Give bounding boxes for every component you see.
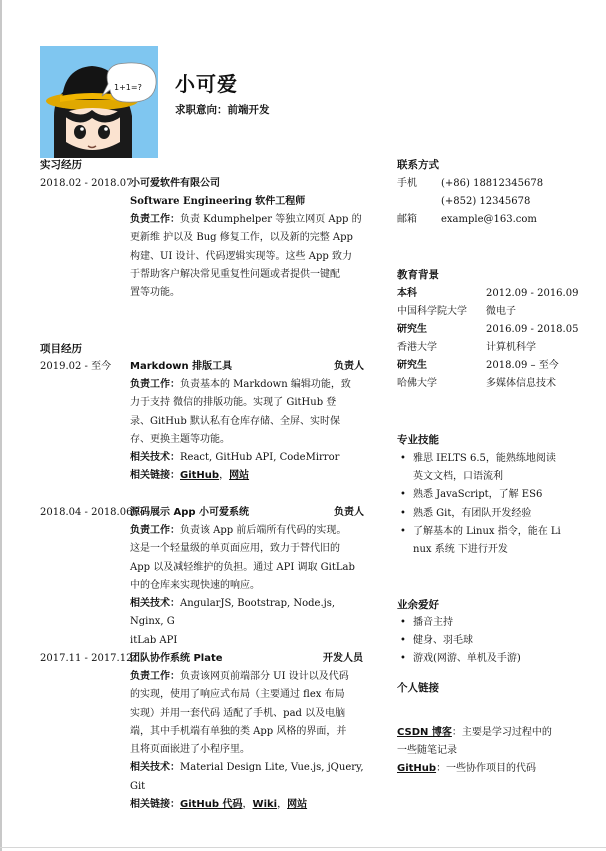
github-link[interactable]: GitHub: [397, 763, 437, 774]
skill-item: • 了解基本的 Linux 指令，能在 Li nux 系统 下进行开发: [397, 523, 588, 559]
project-name: 源码展示 App 小可爱系统: [130, 507, 250, 518]
project-link-wiki[interactable]: Wiki: [252, 799, 278, 811]
hobby-item: • 播音主持: [397, 614, 588, 632]
personal-link-github: GitHub：一些协作项目的代码: [397, 763, 537, 774]
project-date: 2017.11 - 2017.12: [40, 653, 133, 664]
project-role: 负责人: [334, 361, 364, 372]
skills-list: [397, 450, 588, 559]
project-date: 2018.04 - 2018.06: [40, 507, 133, 518]
section-title-contact: 联系方式: [397, 159, 439, 171]
internship-date: 2018.02 - 2018.07: [40, 178, 133, 189]
internship-position: Software Engineering 软件工程师: [130, 196, 306, 207]
hobby-item: • 健身、羽毛球: [397, 632, 588, 650]
contact-email: example@163.com: [441, 214, 537, 225]
personal-link-csdn: CSDN 博客：主要是学习过程中的 一些随笔记录: [397, 727, 552, 756]
job-intent: 求职意向：前端开发: [175, 104, 270, 116]
skill-item: • 熟悉 Git，有团队开发经验: [397, 505, 588, 523]
education-degree: 本科: [397, 288, 417, 299]
section-title-projects: 项目经历: [40, 343, 82, 355]
education-major: 计算机科学: [486, 342, 536, 353]
skill-item: • 雅思 IELTS 6.5，能熟练地阅读 英文文档，口语流利: [397, 450, 588, 486]
education-period: 2012.09 - 2016.09: [486, 288, 579, 299]
project-role: 负责人: [334, 507, 364, 518]
education-period: 2018.09 – 至今: [486, 360, 559, 371]
page-left-border: [0, 0, 2, 851]
avatar-bubble-text: 1+1=?: [114, 83, 142, 92]
project-date: 2019.02 - 至今: [40, 361, 112, 372]
section-title-internship: 实习经历: [40, 159, 82, 171]
section-title-education: 教育背景: [397, 269, 439, 281]
education-school: 哈佛大学: [397, 378, 437, 389]
page-bottom-border: [0, 847, 606, 848]
project-link-website[interactable]: 网站: [287, 799, 308, 811]
candidate-name: 小可爱: [175, 72, 238, 96]
project-link-website[interactable]: 网站: [229, 470, 250, 482]
education-school: 香港大学: [397, 342, 437, 353]
education-major: 多媒体信息技术: [486, 378, 556, 389]
project-description: 负责工作：负责该 App 前后端所有代码的实现。 这是一个轻量级的单页面应用，致力于替代旧的 App 以及减轻维护的负担。通过 API 调取 GitLab 中的仓库来实现快速的响应。 相关技术：AngularJS, Bootstrap, Node.js, Nginx, G itLab API: [130, 525, 355, 646]
project-name: Markdown 排版工具: [130, 361, 233, 372]
contact-phone: (+86) 18812345678: [441, 178, 544, 189]
hobbies-list: [397, 614, 588, 669]
education-degree: 研究生: [397, 324, 427, 335]
project-name: 团队协作系统 Plate: [130, 653, 223, 664]
section-title-hobbies: 业余爱好: [397, 599, 439, 611]
project-role: 开发人员: [323, 653, 363, 664]
contact-email-label: 邮箱: [397, 214, 417, 225]
contact-phone-label: 手机: [397, 178, 417, 189]
education-major: 微电子: [486, 306, 516, 317]
internship-company: 小可爱软件有限公司: [130, 178, 220, 189]
project-link-github-code[interactable]: GitHub 代码: [180, 799, 243, 811]
csdn-blog-link[interactable]: CSDN 博客: [397, 727, 452, 738]
education-school: 中国科学院大学: [397, 306, 467, 317]
contact-phone: (+852) 12345678: [441, 196, 531, 207]
project-description: 负责工作：负责基本的 Markdown 编辑功能，致 力于支持 微信的排版功能。实现了 GitHub 登 录、GitHub 默认私有仓库存储、全屏、实时保 存、更换主题等功能。 相关技术：React, GitHub API, CodeMirror 相关链接：GitHub，网站: [130, 379, 351, 482]
internship-description: 负责工作：负责 Kdumphelper 等独立网页 App 的 更新维 护以及 Bug 修复工作，以及新的完整 App 构建、UI 设计、代码逻辑实现等。这些 App 致力 于帮助客户解决常见重复性问题或者提供一键配 置等功能。: [130, 214, 362, 299]
project-description: 负责工作：负责该网页前端部分 UI 设计以及代码 的实现，使用了响应式布局（主要通过 flex 布局 实现）并用一套代码 适配了手机、pad 以及电脑 端，其中手机端有单独的类 App 风格的界面，并 且将页面嵌进了小程序里。 相关技术：Material Design Lite, Vue.js, jQuery, Git 相关链接：GitHub 代码，Wiki，网站: [130, 671, 364, 811]
avatar: [40, 46, 158, 158]
education-period: 2016.09 - 2018.05: [486, 324, 579, 335]
section-title-personal-links: 个人链接: [397, 682, 439, 694]
education-degree: 研究生: [397, 360, 427, 371]
project-link-github[interactable]: GitHub: [180, 470, 220, 482]
section-title-skills: 专业技能: [397, 434, 439, 446]
hobby-item: • 游戏(网游、单机及手游): [397, 650, 588, 668]
skill-item: • 熟悉 JavaScript，了解 ES6: [397, 486, 588, 504]
